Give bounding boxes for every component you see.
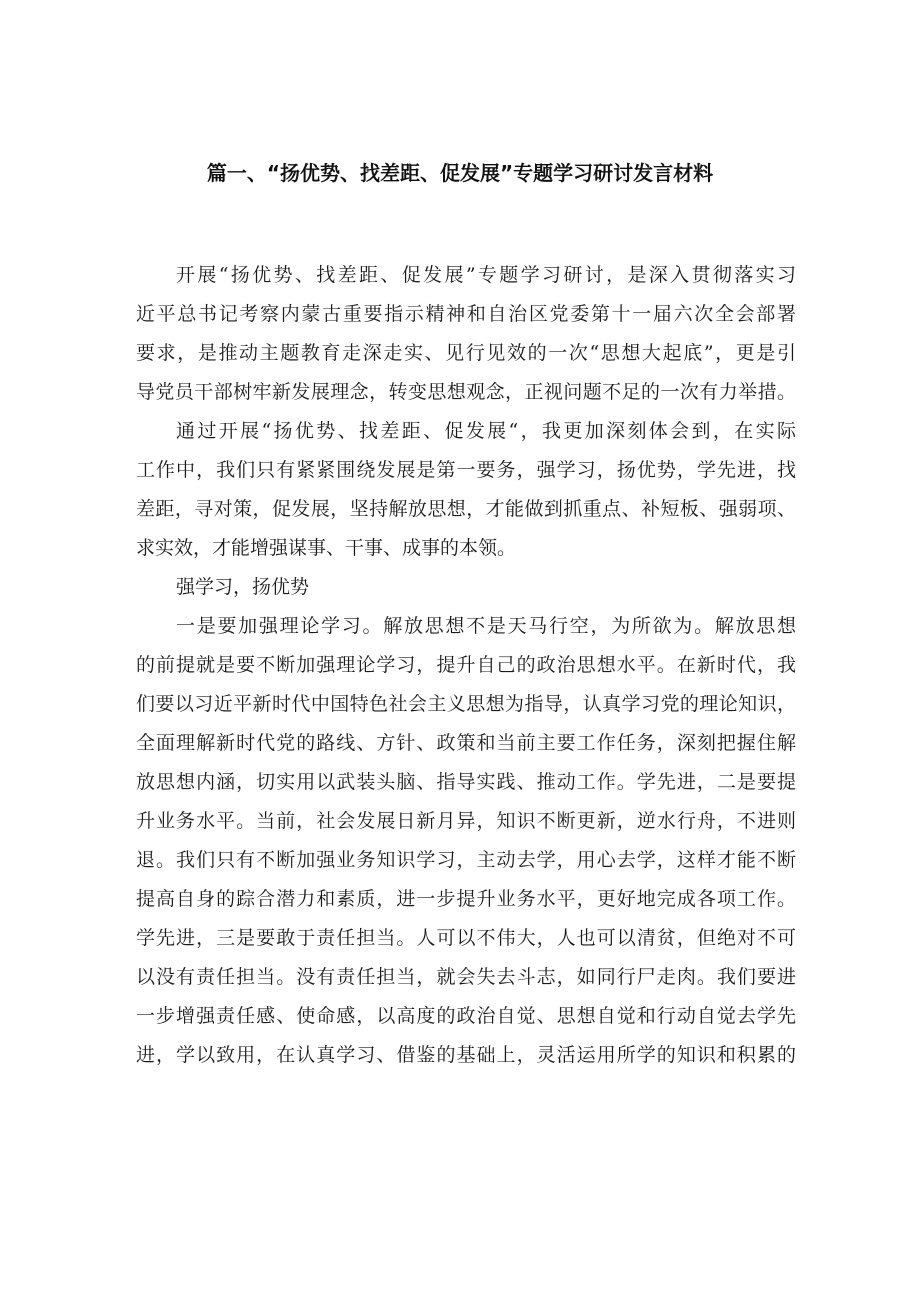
text-line: 开展“扬优势、找差距、促发展”专题学习研讨，是深入贯彻落实习 (176, 264, 796, 286)
text-line: 全面理解新时代党的路线、方针、政策和当前主要工作任务，深刻把握住解 (136, 732, 796, 754)
text-line: 退。我们只有不断加强业务知识学习，主动去学，用心去学，这样才能不断 (136, 849, 796, 871)
text-line: 放思想内涵，切实用以武装头脑、指导实践、推动工作。学先进，二是要提 (136, 771, 796, 793)
text-line: 一是要加强理论学习。解放思想不是天马行空，为所欲为。解放思想 (176, 615, 796, 637)
text-line: 工作中，我们只有紧紧围绕发展是第一要务，强学习，扬优势，学先进，找 (136, 459, 796, 481)
text-line: 通过开展“扬优势、找差距、促发展“，我更加深刻体会到，在实际 (176, 420, 796, 442)
text-line: 差距，寻对策，促发展，坚持解放思想，才能做到抓重点、补短板、强弱项、 (136, 498, 796, 520)
text-line: 以没有责任担当。没有责任担当，就会失去斗志，如同行尸走肉。我们要进 (136, 966, 796, 988)
section-heading: 强学习，扬优势 (176, 576, 310, 598)
text-line: 的前提就是要不断加强理论学习，提升自己的政治思想水平。在新时代，我 (136, 654, 796, 676)
text-line: 升业务水平。当前，社会发展日新月异，知识不断更新，逆水行舟，不进则 (136, 810, 796, 832)
document-title: 篇一、“扬优势、找差距、促发展”专题学习研讨发言材料 (206, 161, 714, 185)
text-line: 进，学以致用，在认真学习、借鉴的基础上，灵活运用所学的知识和积累的 (136, 1044, 796, 1066)
text-line: 求实效，才能增强谋事、干事、成事的本领。 (136, 537, 517, 559)
text-line: 导党员干部树牢新发展理念，转变思想观念，正视问题不足的一次有力举措。 (136, 381, 796, 403)
text-line: 近平总书记考察内蒙古重要指示精神和自治区党委第十一届六次全会部署 (136, 303, 796, 325)
text-line: 要求，是推动主题教育走深走实、见行见效的一次“思想大起底”，更是引 (136, 342, 796, 364)
document-body (136, 256, 796, 1075)
text-line: 提高自身的踪合潜力和素质，进一步提升业务水平，更好地完成各项工作。 (136, 888, 796, 910)
text-line: 学先进，三是要敢于责任担当。人可以不伟大，人也可以清贫，但绝对不可 (136, 927, 796, 949)
text-line: 们要以习近平新时代中国特色社会主义思想为指导，认真学习党的理论知识， (136, 693, 796, 715)
text-line: 一步增强责任感、使命感，以高度的政治自觉、思想自觉和行动自觉去学先 (136, 1005, 796, 1027)
